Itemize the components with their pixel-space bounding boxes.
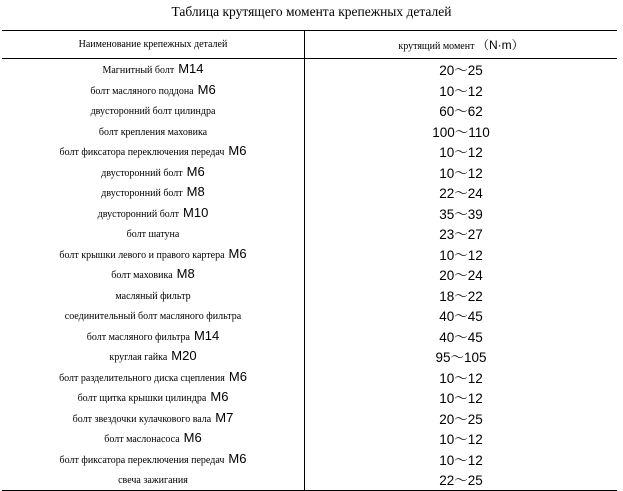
fastener-name: масляный фильтр [115, 290, 191, 302]
fastener-cell [2, 428, 305, 449]
fastener-name: болт маслонасоса [104, 434, 180, 446]
torque-value: 10～12 [439, 432, 483, 448]
torque-value: 18～22 [439, 288, 483, 304]
fastener-cell [2, 223, 305, 244]
fastener-name: болт щитка крышки цилиндра [77, 393, 207, 405]
fastener-size: M20 [171, 348, 197, 364]
fastener-cell [2, 264, 305, 285]
fastener-cell [2, 367, 305, 388]
torque-value: 40～45 [439, 309, 483, 325]
page-title: Таблица крутящего момента крепежных деталей [171, 4, 452, 19]
table-row [2, 449, 617, 470]
fastener-cell [2, 59, 305, 80]
fastener-size: M6 [197, 81, 216, 97]
torque-value: 35～39 [439, 206, 483, 222]
torque-value: 60～62 [439, 104, 483, 120]
fastener-size: M14 [178, 61, 204, 77]
fastener-size: M14 [193, 327, 220, 343]
fastener-cell [2, 182, 305, 203]
fastener-name: болт крышки левого и правого картера [59, 249, 225, 261]
fastener-cell [2, 408, 305, 429]
table-row [2, 326, 617, 347]
table-row [2, 285, 617, 306]
fastener-cell [2, 469, 305, 490]
fastener-size: M6 [228, 368, 247, 384]
fastener-cell [2, 326, 305, 347]
fastener-size: M7 [215, 409, 234, 425]
table-row [2, 121, 617, 142]
table-row [2, 469, 617, 490]
fastener-name: двусторонний болт [101, 167, 183, 179]
torque-value: 100～110 [432, 124, 490, 140]
torque-value: 10～12 [439, 165, 483, 181]
fastener-cell [2, 285, 305, 306]
table-row [2, 244, 617, 265]
torque-table [2, 30, 617, 491]
table-row [2, 223, 617, 244]
table-header-row [2, 31, 617, 59]
fastener-cell [2, 100, 305, 121]
header-fastener-name: Наименование крепежных деталей [2, 31, 305, 59]
torque-value: 22～24 [439, 186, 483, 202]
fastener-name: Магнитный болт [102, 65, 175, 77]
fastener-size: M6 [183, 430, 202, 446]
fastener-name: болт шатуна [126, 229, 180, 241]
fastener-cell [2, 387, 305, 408]
fastener-cell [2, 121, 305, 142]
table-row [2, 59, 617, 80]
fastener-size: M8 [176, 266, 195, 282]
table-row [2, 264, 617, 285]
fastener-size: M6 [228, 143, 247, 159]
table-row [2, 141, 617, 162]
table-row [2, 80, 617, 101]
torque-value: 10～12 [439, 83, 483, 99]
fastener-cell [2, 305, 305, 326]
fastener-name: болт разделительного диска сцепления [59, 372, 225, 384]
fastener-size: M6 [186, 163, 205, 179]
header-torque-label: крутящий момент [398, 41, 475, 52]
table-row [2, 203, 617, 224]
header-torque [305, 31, 618, 59]
torque-value: 10～12 [439, 452, 483, 468]
fastener-name: болт фиксатора переключения передач [59, 147, 225, 159]
fastener-cell [2, 346, 305, 367]
fastener-cell [2, 162, 305, 183]
table-row [2, 182, 617, 203]
torque-value: 10～12 [439, 145, 483, 161]
fastener-size: M8 [186, 184, 205, 200]
torque-value: 95～105 [435, 350, 487, 366]
fastener-cell [2, 80, 305, 101]
header-torque-unit: （N·m） [476, 38, 524, 52]
fastener-name: двусторонний болт [101, 188, 183, 200]
torque-value: 10～12 [439, 370, 483, 386]
torque-value: 10～12 [439, 247, 483, 263]
fastener-size: M6 [228, 245, 247, 261]
fastener-name: болт звездочки кулачкового вала [72, 413, 212, 425]
torque-value: 23～27 [439, 227, 483, 243]
fastener-name: двусторонний болт цилиндра [90, 106, 216, 118]
table-row [2, 162, 617, 183]
torque-value: 10～12 [439, 391, 483, 407]
torque-value: 40～45 [439, 329, 483, 345]
fastener-name: соединительный болт масляного фильтра [64, 311, 242, 323]
torque-value: 20～25 [439, 411, 483, 427]
fastener-cell [2, 449, 305, 470]
fastener-size: M6 [228, 450, 247, 466]
table-row [2, 305, 617, 326]
table-row [2, 346, 617, 367]
table-row [2, 100, 617, 121]
torque-value: 22～25 [305, 469, 618, 490]
fastener-name: болт масляного фильтра [86, 331, 190, 343]
fastener-size: M6 [210, 389, 229, 405]
table-row [2, 408, 617, 429]
table-row [2, 428, 617, 449]
fastener-name: болт маховика [111, 270, 173, 282]
table-row [2, 367, 617, 388]
fastener-size: M10 [183, 204, 209, 220]
fastener-name: свеча зажигания [118, 475, 188, 487]
fastener-name: болт масляного поддона [90, 85, 194, 97]
fastener-name: болт крепления маховика [98, 126, 208, 138]
table-row [2, 387, 617, 408]
torque-value: 20～25 [439, 63, 483, 79]
fastener-cell [2, 244, 305, 265]
fastener-name: болт фиксатора переключения передач [59, 454, 225, 466]
torque-value: 20～24 [439, 268, 483, 284]
fastener-name: круглая гайка [109, 352, 168, 364]
fastener-cell [2, 203, 305, 224]
fastener-cell [2, 141, 305, 162]
fastener-name: двусторонний болт [97, 208, 180, 220]
